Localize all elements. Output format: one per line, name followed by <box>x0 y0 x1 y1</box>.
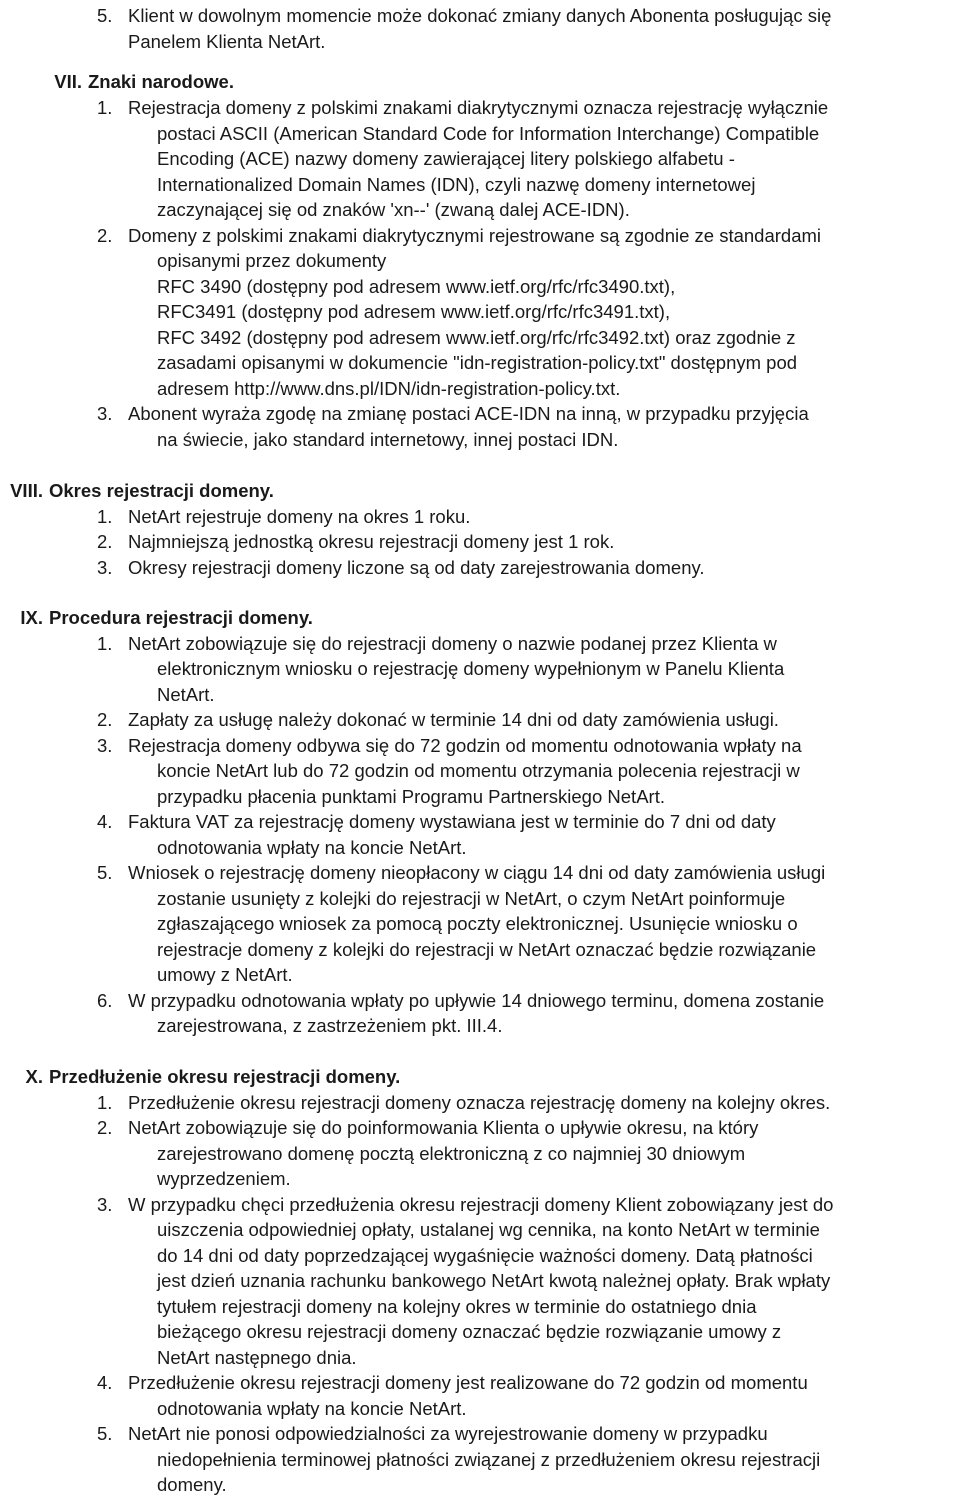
list-item-text: zaczynającej się od znaków 'xn--' (zwaną dalej ACE-IDN). <box>157 199 630 220</box>
list-item-text: NetArt. <box>157 684 215 705</box>
list-item-number: 6. <box>97 990 113 1011</box>
list-item-text: Rejestracja domeny odbywa się do 72 godzin od momentu odnotowania wpłaty na <box>128 735 802 756</box>
list-item-text: Encoding (ACE) nazwy domeny zawierającej litery polskiego alfabetu - <box>157 148 735 169</box>
list-item-text: jest dzień uznania rachunku bankowego NetArt kwotą należnej opłaty. Brak wpłaty <box>157 1270 831 1291</box>
list-item-text: postaci ASCII (American Standard Code for Information Interchange) Compatible <box>157 123 820 144</box>
list-item-text: Abonent wyraża zgodę na zmianę postaci ACE-IDN na inną, w przypadku przyjęcia <box>128 403 809 424</box>
list-item-text: do 14 dni od daty poprzedzającej wygaśnięcie ważności domeny. Datą płatności <box>157 1245 813 1266</box>
list-item-text: odnotowania wpłaty na koncie NetArt. <box>157 837 467 858</box>
list-item-text: NetArt następnego dnia. <box>157 1347 357 1368</box>
list-item-text: koncie NetArt lub do 72 godzin od momentu otrzymania polecenia rejestracji w <box>157 760 800 781</box>
list-item-text: umowy z NetArt. <box>157 964 293 985</box>
list-item-number: 1. <box>97 633 113 654</box>
list-item-text: zarejestrowano domenę pocztą elektroniczną z co najmniej 30 dniowym <box>157 1143 746 1164</box>
list-item-text: zostanie usunięty z kolejki do rejestracji w NetArt, o czym NetArt poinformuje <box>157 888 786 909</box>
list-item-number: 2. <box>97 225 113 246</box>
section-title: Przedłużenie okresu rejestracji domeny. <box>49 1066 401 1087</box>
list-item-text: Klient w dowolnym momencie może dokonać zmiany danych Abonenta posługując się <box>128 5 832 26</box>
list-item-text: Przedłużenie okresu rejestracji domeny jest realizowane do 72 godzin od momentu <box>128 1372 808 1393</box>
list-item-number: 2. <box>97 1117 113 1138</box>
list-item-text: na świecie, jako standard internetowy, innej postaci IDN. <box>157 429 619 450</box>
list-item-text: niedopełnienia terminowej płatności związanej z przedłużeniem okresu rejestracji <box>157 1449 821 1470</box>
list-item-number: 5. <box>97 5 113 26</box>
list-item-text: Rejestracja domeny z polskimi znakami diakrytycznymi oznacza rejestrację wyłącznie <box>128 97 829 118</box>
list-item-number: 3. <box>97 403 113 424</box>
list-item-number: 2. <box>97 531 113 552</box>
list-item-text: rejestracje domeny z kolejki do rejestracji w NetArt oznaczać będzie rozwiązanie <box>157 939 817 960</box>
list-item-text: tytułem rejestracji domeny na kolejny okres w terminie do ostatniego dnia <box>157 1296 757 1317</box>
list-item-number: 1. <box>97 97 113 118</box>
list-item-text: Domeny z polskimi znakami diakrytycznymi rejestrowane są zgodnie ze standardami <box>128 225 822 246</box>
list-item-text: domeny. <box>157 1474 227 1495</box>
list-item-text: W przypadku odnotowania wpłaty po upływie 14 dniowego terminu, domena zostanie <box>128 990 825 1011</box>
list-item-text: bieżącego okresu rejestracji domeny oznaczać będzie rozwiązanie umowy z <box>157 1321 782 1342</box>
list-item-text: zasadami opisanymi w dokumencie "idn-registration-policy.txt" dostępnym pod <box>157 352 798 373</box>
section-numeral: IX. <box>20 607 43 628</box>
list-item-text: NetArt zobowiązuje się do poinformowania Klienta o upływie okresu, na który <box>128 1117 759 1138</box>
list-item-number: 1. <box>97 1092 113 1113</box>
list-item-text: Przedłużenie okresu rejestracji domeny oznacza rejestrację domeny na kolejny okres. <box>128 1092 831 1113</box>
list-item-text: uiszczenia odpowiedniej opłaty, ustalanej wg cennika, na konto NetArt w terminie <box>157 1219 820 1240</box>
list-item-text: Wniosek o rejestrację domeny nieopłacony w ciągu 14 dni od daty zamówienia usługi <box>128 862 826 883</box>
list-item-number: 1. <box>97 506 113 527</box>
list-item-text: opisanymi przez dokumenty <box>157 250 387 271</box>
list-item-number: 5. <box>97 1423 113 1444</box>
list-item-text: elektronicznym wniosku o rejestrację domeny wypełnionym w Panelu Klienta <box>157 658 785 679</box>
list-item-text: Okresy rejestracji domeny liczone są od daty zarejestrowania domeny. <box>128 557 705 578</box>
list-item-text: RFC 3490 (dostępny pod adresem www.ietf.org/rfc/rfc3490.txt), <box>157 276 676 297</box>
section-title: Okres rejestracji domeny. <box>49 480 274 501</box>
list-item-number: 5. <box>97 862 113 883</box>
list-item-text: Najmniejszą jednostką okresu rejestracji domeny jest 1 rok. <box>128 531 615 552</box>
list-item-text: odnotowania wpłaty na koncie NetArt. <box>157 1398 467 1419</box>
list-item-text: adresem http://www.dns.pl/IDN/idn-registration-policy.txt. <box>157 378 621 399</box>
list-item-text: Internationalized Domain Names (IDN), czyli nazwę domeny internetowej <box>157 174 756 195</box>
list-item-number: 3. <box>97 735 113 756</box>
section-title: Procedura rejestracji domeny. <box>49 607 313 628</box>
list-item-text: RFC 3492 (dostępny pod adresem www.ietf.org/rfc/rfc3492.txt) oraz zgodnie z <box>157 327 796 348</box>
list-item-text: NetArt nie ponosi odpowiedzialności za wyrejestrowanie domeny w przypadku <box>128 1423 768 1444</box>
list-item-number: 3. <box>97 1194 113 1215</box>
list-item-text: NetArt zobowiązuje się do rejestracji domeny o nazwie podanej przez Klienta w <box>128 633 777 654</box>
list-item-number: 4. <box>97 1372 113 1393</box>
list-item-number: 4. <box>97 811 113 832</box>
list-item-text: Faktura VAT za rejestrację domeny wystawiana jest w terminie do 7 dni od daty <box>128 811 776 832</box>
list-item-text: Zapłaty za usługę należy dokonać w terminie 14 dni od daty zamówienia usługi. <box>128 709 779 730</box>
list-item-text: zgłaszającego wniosek za pomocą poczty elektronicznej. Usunięcie wniosku o <box>157 913 798 934</box>
section-title: Znaki narodowe. <box>88 71 234 92</box>
list-item-text: Panelem Klienta NetArt. <box>128 31 326 52</box>
section-numeral: X. <box>25 1066 43 1087</box>
list-item-text: zarejestrowana, z zastrzeżeniem pkt. III.4. <box>157 1015 503 1036</box>
list-item-text: wyprzedzeniem. <box>157 1168 291 1189</box>
list-item-number: 3. <box>97 557 113 578</box>
section-numeral: VII. <box>54 71 82 92</box>
list-item-text: W przypadku chęci przedłużenia okresu rejestracji domeny Klient zobowiązany jest do <box>128 1194 834 1215</box>
list-item-text: RFC3491 (dostępny pod adresem www.ietf.org/rfc/rfc3491.txt), <box>157 301 671 322</box>
list-item-text: NetArt rejestruje domeny na okres 1 roku. <box>128 506 471 527</box>
list-item-number: 2. <box>97 709 113 730</box>
section-numeral: VIII. <box>10 480 43 501</box>
list-item-text: przypadku płacenia punktami Programu Partnerskiego NetArt. <box>157 786 665 807</box>
